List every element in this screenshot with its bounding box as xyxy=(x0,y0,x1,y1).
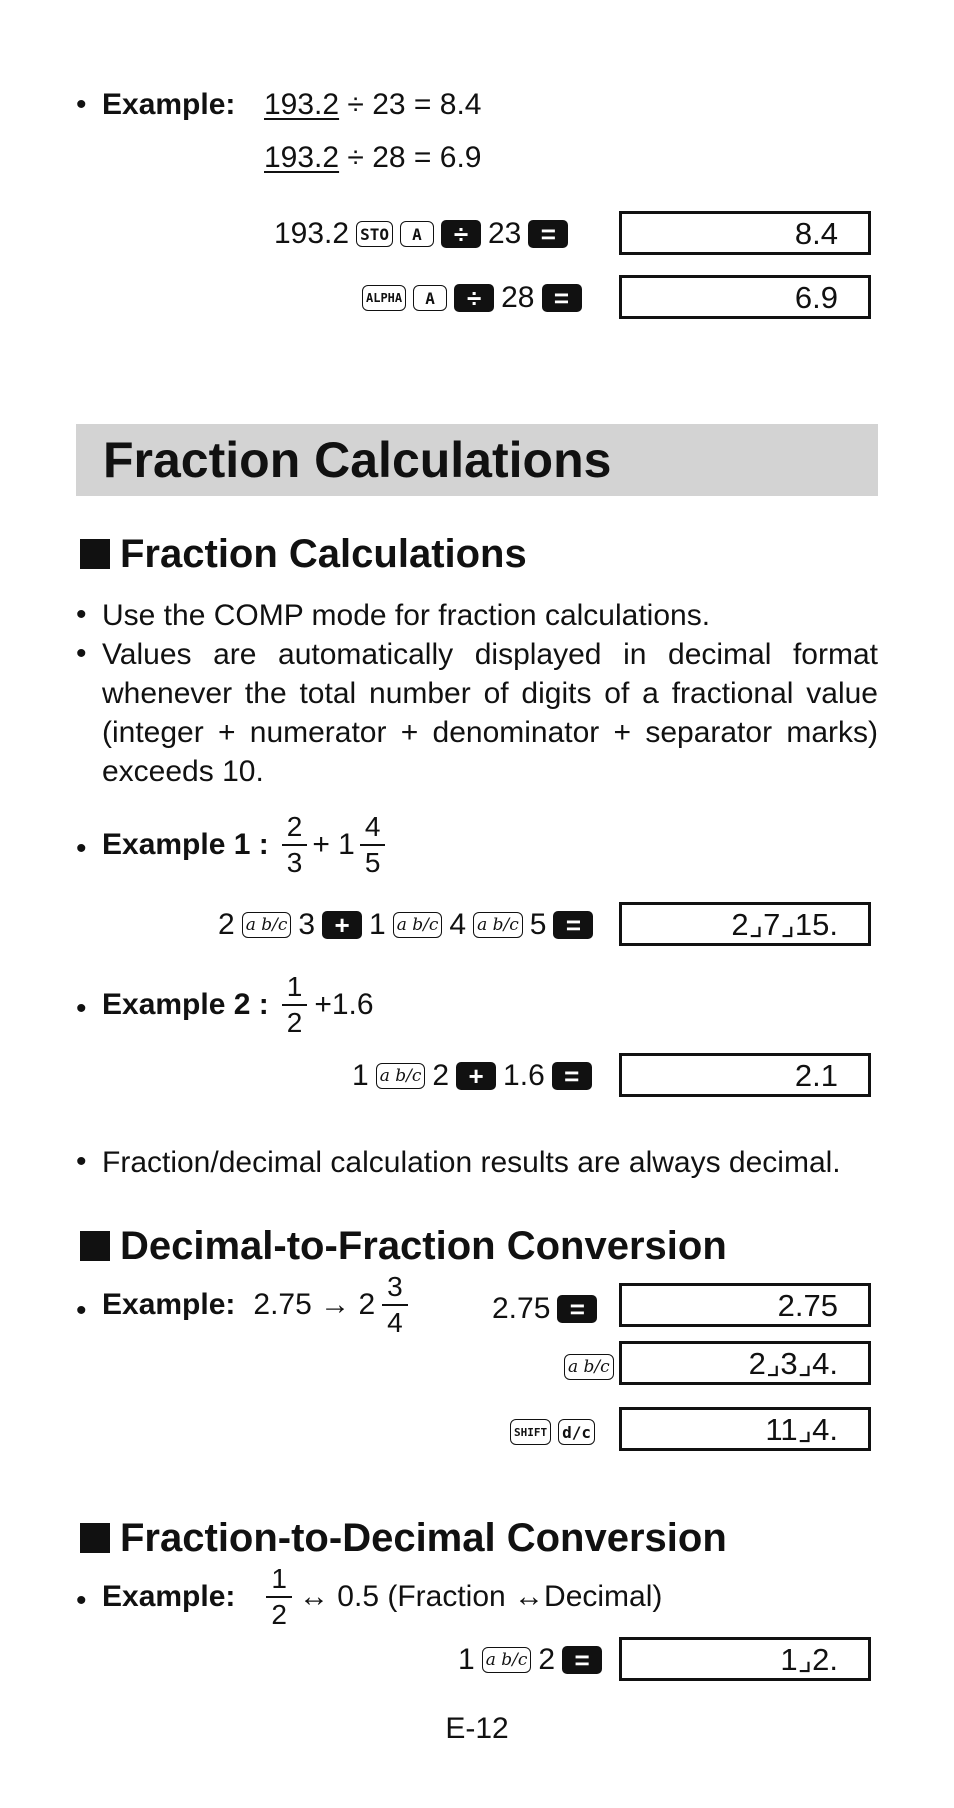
fraction xyxy=(282,972,308,1038)
equals-key[interactable]: = xyxy=(562,1646,602,1674)
calculator-display: 6.9 xyxy=(619,275,871,319)
fraction xyxy=(266,1564,292,1630)
denominator: 4 xyxy=(387,1307,403,1338)
fraction-key[interactable]: a b/c xyxy=(376,1063,426,1089)
equation-rest: +1.6 xyxy=(314,988,374,1021)
key-sequence xyxy=(492,1289,597,1329)
equals-key[interactable]: = xyxy=(528,220,568,248)
divide-key[interactable]: ÷ xyxy=(454,284,494,312)
a-key[interactable]: A xyxy=(400,221,434,247)
d-c-key[interactable]: d/c xyxy=(558,1419,595,1445)
expression-text: ↔ 0.5 (Fraction ↔Decimal) xyxy=(298,1580,663,1613)
bullet-text: Fraction/decimal calculation results are always decimal. xyxy=(102,1146,841,1179)
square-bullet-icon xyxy=(80,1523,110,1553)
subsection-heading xyxy=(80,1514,727,1562)
subsection-heading xyxy=(80,1222,727,1270)
expression-text: 2.75 → 2 xyxy=(253,1288,376,1321)
key-sequence-2 xyxy=(362,278,582,318)
denominator: 3 xyxy=(286,847,303,878)
key-sequence-1 xyxy=(274,214,568,254)
key-sequence xyxy=(458,1640,602,1680)
key-number: 3 xyxy=(298,908,316,941)
numerator: 2 xyxy=(282,812,308,846)
example-label: Example: xyxy=(102,88,236,121)
key-sequence xyxy=(352,1056,592,1096)
bullet: • xyxy=(76,637,87,670)
section-title: Fraction Calculations xyxy=(103,432,612,488)
calculator-display: 8.4 xyxy=(619,211,871,255)
key-number: 2 xyxy=(538,1643,556,1676)
equals-key[interactable]: = xyxy=(542,284,582,312)
key-number: 193.2 xyxy=(274,217,350,250)
square-bullet-icon xyxy=(80,539,110,569)
subsection-title: Decimal-to-Fraction Conversion xyxy=(120,1224,727,1268)
bullet: • xyxy=(76,1584,87,1617)
fraction-key[interactable]: a b/c xyxy=(242,912,292,938)
bullet: • xyxy=(76,992,87,1025)
key-number: 1.6 xyxy=(503,1059,545,1092)
equals-key[interactable]: = xyxy=(552,1062,592,1090)
example-label: Example 1 : xyxy=(102,828,269,861)
bullet: • xyxy=(76,832,87,865)
dec-to-frac-example xyxy=(102,1272,411,1338)
denominator: 2 xyxy=(286,1007,303,1038)
bullet: • xyxy=(76,88,87,121)
square-bullet-icon xyxy=(80,1231,110,1261)
denominator: 5 xyxy=(364,847,381,878)
bullet-text: Use the COMP mode for fraction calculations. xyxy=(102,599,711,632)
example-equation-1 xyxy=(264,86,481,124)
key-sequence xyxy=(510,1412,595,1452)
divide-key[interactable]: ÷ xyxy=(441,220,481,248)
plus-key[interactable]: + xyxy=(322,911,362,939)
fraction xyxy=(382,1272,408,1338)
equation-rest: ÷ 23 = 8.4 xyxy=(339,88,482,121)
example-label: Example: xyxy=(102,1288,236,1321)
numerator: 1 xyxy=(282,972,308,1006)
example-1 xyxy=(102,812,388,878)
equals-key[interactable]: = xyxy=(557,1295,597,1323)
calculator-display: 11⌟4. xyxy=(619,1407,871,1451)
equals-key[interactable]: = xyxy=(553,911,593,939)
example-2 xyxy=(102,972,374,1038)
bullet: • xyxy=(76,1145,87,1178)
underlined-value: 193.2 xyxy=(264,88,340,121)
numerator: 4 xyxy=(360,812,386,846)
key-number: 1 xyxy=(369,908,386,941)
shift-key[interactable]: SHIFT xyxy=(510,1419,551,1445)
equation-rest: ÷ 28 = 6.9 xyxy=(339,141,482,174)
key-sequence xyxy=(218,905,593,945)
calculator-display: 2⌟3⌟4. xyxy=(619,1341,871,1385)
page-number: E-12 xyxy=(445,1712,509,1745)
fraction xyxy=(282,812,308,878)
subsection-title: Fraction Calculations xyxy=(120,532,527,576)
sto-key[interactable]: STO xyxy=(356,221,393,247)
subsection-title: Fraction-to-Decimal Conversion xyxy=(120,1516,727,1560)
calculator-display: 2.75 xyxy=(619,1283,871,1327)
fraction xyxy=(360,812,386,878)
key-number: 2 xyxy=(432,1059,450,1092)
calculator-display: 2.1 xyxy=(619,1053,871,1097)
key-sequence xyxy=(564,1347,614,1387)
example-label: Example: xyxy=(102,1580,236,1613)
numerator: 3 xyxy=(382,1272,408,1306)
numerator: 1 xyxy=(266,1564,292,1598)
plus-key[interactable]: + xyxy=(456,1062,496,1090)
calculator-display: 1⌟2. xyxy=(619,1637,871,1681)
key-number: 1 xyxy=(458,1643,475,1676)
fraction-key[interactable]: a b/c xyxy=(564,1354,614,1380)
example-equation-2 xyxy=(264,139,481,177)
fraction-key[interactable]: a b/c xyxy=(482,1647,532,1673)
key-number: 28 xyxy=(501,281,535,314)
example-label: Example 2 : xyxy=(102,988,269,1021)
frac-to-dec-example xyxy=(102,1564,662,1630)
bullet: • xyxy=(76,598,87,631)
subsection-heading xyxy=(80,530,527,578)
alpha-key[interactable]: ALPHA xyxy=(362,285,406,311)
fraction-key[interactable]: a b/c xyxy=(473,912,523,938)
key-number: 23 xyxy=(487,217,522,250)
bullet-text: Values are automatically displayed in decimal format whenever the total number of digits of a fractional value (integer + numerator + denominator + separator marks) exceeds 10. xyxy=(102,638,878,788)
key-number: 1 xyxy=(352,1059,369,1092)
plus-text: + 1 xyxy=(312,828,355,861)
key-number: 2.75 xyxy=(492,1292,551,1325)
underlined-value: 193.2 xyxy=(264,141,340,174)
calculator-display: 2⌟7⌟15. xyxy=(619,902,871,946)
a-key[interactable]: A xyxy=(413,285,447,311)
key-number: 4 xyxy=(449,908,467,941)
fraction-key[interactable]: a b/c xyxy=(393,912,443,938)
key-number: 2 xyxy=(218,908,235,941)
key-number: 5 xyxy=(529,908,547,941)
bullet: • xyxy=(76,1294,87,1327)
denominator: 2 xyxy=(271,1599,287,1630)
